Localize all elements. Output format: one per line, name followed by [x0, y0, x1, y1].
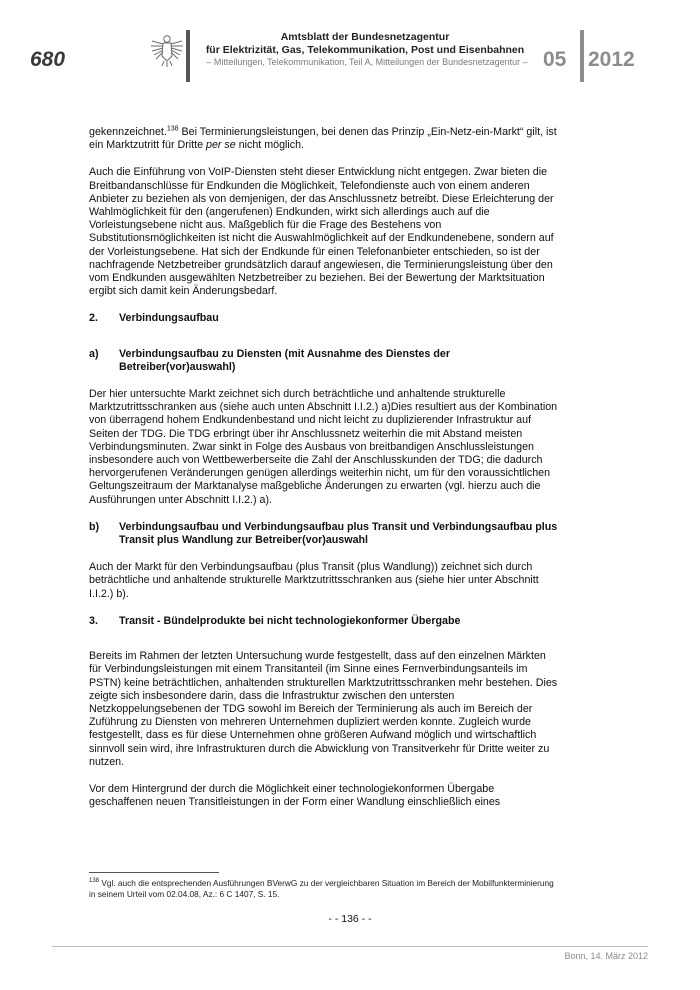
- issue-divider: [580, 30, 584, 82]
- section-heading-3: 3. Transit - Bündelprodukte bei nicht technologiekonformer Übergabe: [89, 614, 461, 627]
- paragraph-2: Auch die Einführung von VoIP-Diensten steht dieser Entwicklung nicht entgegen. Zwar bieten die Breitbandanschlüsse für Endkunden die Möglichkeit, Telefondienste auch von einem anderen Anbieter zu beziehen als von demjenigen, der das Anschlussnetz betreibt. Diese Erleichterung der Wahlmöglichkeit für den (angerufenen) Endkunden, wirkt sich allerdings auch auf die Vorleistungsebene nicht aus. Maßgeblich für die Frage des Bestehens von Substitutionsmöglichkeiten ist nicht die Auswahlmöglichkeit auf der Endkundenebene, sondern auf der Vorleistungsebene. Hat sich der Endkunde für einen Telefonanbieter entschieden, so ist der nachfragende Netzbetreiber grundsätzlich darauf angewiesen, die Terminierungsleistung über den vom Endkunden ausgewählten Netzbetreiber zu beziehen. Bei der Bewertung der Marktsituation ergibt sich damit kein Änderungsbedarf.: [89, 166, 554, 298]
- issue-number: 05: [543, 48, 567, 71]
- footnote-divider: [89, 872, 219, 873]
- issue-year: 2012: [588, 48, 635, 71]
- paragraph-4: Auch der Markt für den Verbindungsaufbau (plus Transit (plus Wandlung)) zeichnet sich durch beträchtliche und anhaltende strukturelle Marktzutrittsschranken aus (siehe hier unter Abschnitt I.I.2.) b).: [89, 561, 539, 600]
- paragraph-6: Vor dem Hintergrund der durch die Möglichkeit einer technologiekonformen Übergabe geschaffenen neuen Transitleistungen in der Form einer Wandlung einschließlich eines: [89, 782, 501, 809]
- paragraph-1: gekennzeichnet.$^{138}$ Bei Terminierungsleistungen, bei denen das Prinzip „Ein-Netz-ein-Markt“ gilt, ist ein Marktzutritt für Dritte per se nicht möglich.: [89, 125, 557, 152]
- footnote-text: Vgl. auch die entsprechenden Ausführungen BVerwG zu der vergleichbaren Situation im Bereich der Mobilfunkterminierung in seinem Urteil vom 02.04.08, Az.: 6 C 1407, S. 15.: [89, 878, 554, 899]
- subsection-heading-b: b) Verbindungsaufbau und Verbindungsaufbau plus Transit und Verbindungsaufbau plus Transit plus Wandlung zur Betreiber(vor)auswahl: [89, 520, 558, 547]
- subsection-heading-a: a) Verbindungsaufbau zu Diensten (mit Ausnahme des Dienstes der Betreiber(vor)auswahl): [89, 347, 450, 373]
- footnote: [89, 878, 559, 900]
- header-divider: [186, 30, 190, 82]
- page-label: - - 136 - -: [328, 913, 372, 925]
- paragraph-3: Der hier untersuchte Markt zeichnet sich durch beträchtliche und anhaltende strukturelle Marktzutrittsschranken aus (siehe auch unten Abschnitt I.I.2.) a)Dies resultiert aus der Kombination von überragend hohem Endkundenbestand und nicht leicht zu duplizierender Infrastruktur auf Seiten der TDG. Die TDG erbringt über ihr Anschlussnetz weiterhin die mit Abstand meisten Verbindungsminuten. Zwar sinkt in Folge des Ausbaus von breitbandigen Anschlussleistungen insbesondere auch von Wettbewerberseite die Zahl der Anschlusskunden der TDG; die dadurch hervorgerufenen Veränderungen genügen allerdings weiterhin nicht, um für den voraussichtlichen Geltungszeitraum der Marktanalyse maßgebliche Änderungen zu erwarten (vgl. hierzu auch die Ausführungen unter Abschnitt I.I.2.) a).: [89, 388, 558, 506]
- footnote-number: 138: [89, 878, 100, 885]
- footnote-reference[interactable]: 138: [166, 125, 179, 133]
- gazette-subtitle: – Mitteilungen, Telekommunikation, Teil A, Mitteilungen der Bundesnetzagentur –: [206, 57, 528, 67]
- page-body: [89, 126, 559, 823]
- federal-eagle-icon: [150, 32, 184, 68]
- gazette-title-line1: Amtsblatt der Bundesnetzagentur: [280, 31, 450, 43]
- page-number: 680: [30, 48, 66, 71]
- place-date: Bonn, 14. März 2012: [564, 951, 648, 961]
- paragraph-5: Bereits im Rahmen der letzten Untersuchung wurde festgestellt, dass auf den einzelnen Märkten für Verbindungsleistungen mit einem Transitanteil (im Sinne eines Fernverbindungsanteils im PSTN) keine beträchtlichen, anhaltenden strukturellen Marktzutrittsschranken mehr bestehen. Dies zeigte sich insbesondere darin, dass die Infrastruktur zwischen den untersten Netzkoppelungsebenen der TDG sowohl im Bereich der Terminierung als auch im Bereich der Zuführung zu Diensten von mehreren Unternehmen dupliziert werden konnte. Zugleich wurde festgestellt, dass es für diese Unternehmen ohne größeren Aufwand möglich und wirtschaftlich sinnvoll sein wird, ihre Infrastrukturen durch die Abwicklung von Transitverkehr für Dritte weiter zu nutzen.: [89, 650, 558, 768]
- footer-divider: [52, 946, 648, 947]
- gazette-title-line2: für Elektrizität, Gas, Telekommunikation, Post und Eisenbahnen: [205, 44, 525, 56]
- gazette-title: [200, 31, 530, 57]
- section-heading-2: 2. Verbindungsaufbau: [89, 312, 219, 325]
